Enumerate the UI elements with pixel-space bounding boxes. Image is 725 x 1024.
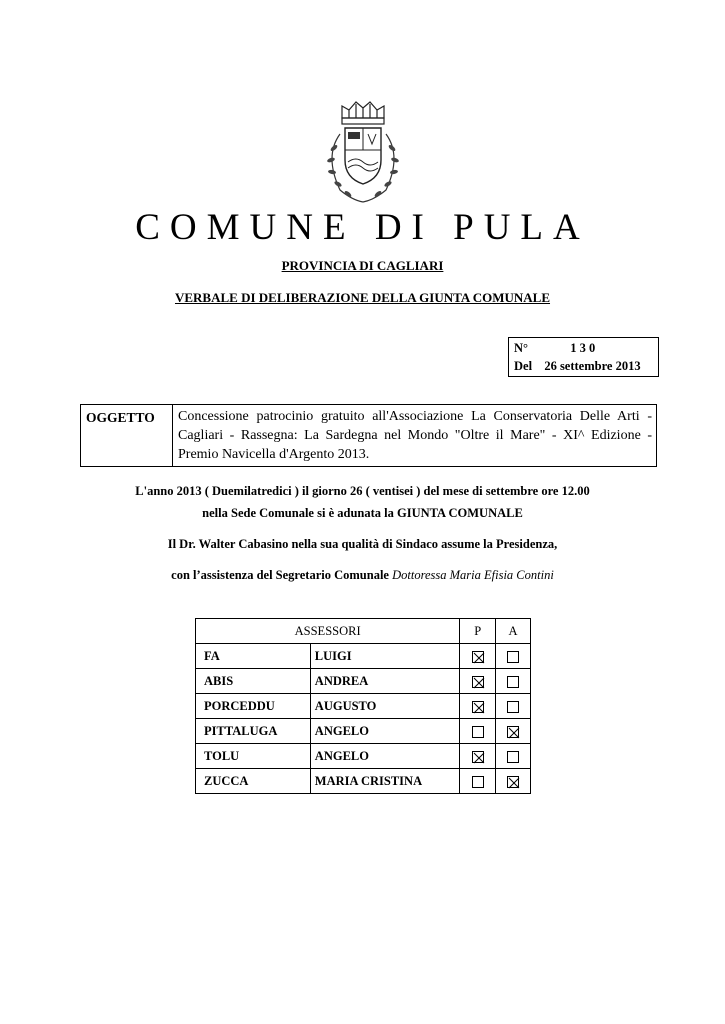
assessore-surname: TOLU — [196, 744, 311, 769]
assessore-name: ANGELO — [310, 719, 459, 744]
absent-header: A — [496, 619, 531, 644]
assessore-name: AUGUSTO — [310, 694, 459, 719]
attendance-row — [196, 694, 531, 719]
absent-checkbox-icon — [507, 776, 519, 788]
coat-of-arms-icon — [312, 98, 414, 208]
present-cell — [460, 669, 496, 694]
present-cell — [460, 744, 496, 769]
assessore-surname: ABIS — [196, 669, 311, 694]
attendance-row — [196, 769, 531, 794]
assessore-surname: ZUCCA — [196, 769, 311, 794]
secretary-line — [0, 568, 725, 583]
absent-cell — [496, 669, 531, 694]
present-cell — [460, 694, 496, 719]
assessore-surname: FA — [196, 644, 311, 669]
attendance-header-row — [196, 619, 531, 644]
verbale-heading: VERBALE DI DELIBERAZIONE DELLA GIUNTA COMUNALE — [174, 290, 551, 305]
absent-checkbox-icon — [507, 701, 519, 713]
absent-cell — [496, 719, 531, 744]
absent-cell — [496, 769, 531, 794]
present-checkbox-icon — [472, 751, 484, 763]
absent-cell — [496, 744, 531, 769]
attendance-table — [195, 618, 531, 794]
assessore-surname: PORCEDDU — [196, 694, 311, 719]
assessore-surname: PITTALUGA — [196, 719, 311, 744]
present-checkbox-icon — [472, 726, 484, 738]
provincia-heading: PROVINCIA DI CAGLIARI — [281, 258, 444, 273]
page-title: COMUNE DI PULA — [135, 207, 590, 248]
attendance-row — [196, 669, 531, 694]
secretary-name: Dottoressa Maria Efisia Contini — [392, 568, 554, 582]
present-cell — [460, 644, 496, 669]
session-place-line: nella Sede Comunale si è adunata la GIUNTA COMUNALE — [202, 506, 523, 520]
present-checkbox-icon — [472, 776, 484, 788]
present-checkbox-icon — [472, 676, 484, 688]
number-label: N° — [514, 341, 529, 355]
president-line: Il Dr. Walter Cabasino nella sua qualità di Sindaco assume la Presidenza, — [167, 537, 558, 551]
oggetto-label: OGGETTO — [81, 405, 173, 466]
date-label: Del — [514, 359, 533, 373]
assessori-header: ASSESSORI — [196, 619, 460, 644]
assessore-name: ANDREA — [310, 669, 459, 694]
present-checkbox-icon — [472, 651, 484, 663]
absent-checkbox-icon — [507, 726, 519, 738]
absent-cell — [496, 644, 531, 669]
present-cell — [460, 719, 496, 744]
present-checkbox-icon — [472, 701, 484, 713]
assessore-name: MARIA CRISTINA — [310, 769, 459, 794]
attendance-row — [196, 744, 531, 769]
present-header: P — [460, 619, 496, 644]
absent-checkbox-icon — [507, 751, 519, 763]
delibera-number-box — [508, 337, 659, 377]
attendance-row — [196, 719, 531, 744]
attendance-row — [196, 644, 531, 669]
date-value: 26 settembre 2013 — [544, 359, 641, 373]
present-cell — [460, 769, 496, 794]
number-value: 1 3 0 — [570, 341, 596, 355]
absent-checkbox-icon — [507, 651, 519, 663]
secretary-prefix: con l’assistenza del Segretario Comunale — [171, 568, 389, 582]
absent-checkbox-icon — [507, 676, 519, 688]
assessore-name: ANGELO — [310, 744, 459, 769]
oggetto-box — [80, 404, 657, 467]
oggetto-text: Concessione patrocinio gratuito all'Associazione La Conservatoria Delle Arti - Cagliari - Rassegna: La Sardegna nel Mondo "Oltre il Mare" - XI^ Edizione - Premio Navicella d'Argento 2013. — [178, 409, 652, 462]
assessore-name: LUIGI — [310, 644, 459, 669]
absent-cell — [496, 694, 531, 719]
session-date-line: L'anno 2013 ( Duemilatredici ) il giorno 26 ( ventisei ) del mese di settembre ore 12.00 — [135, 484, 590, 498]
